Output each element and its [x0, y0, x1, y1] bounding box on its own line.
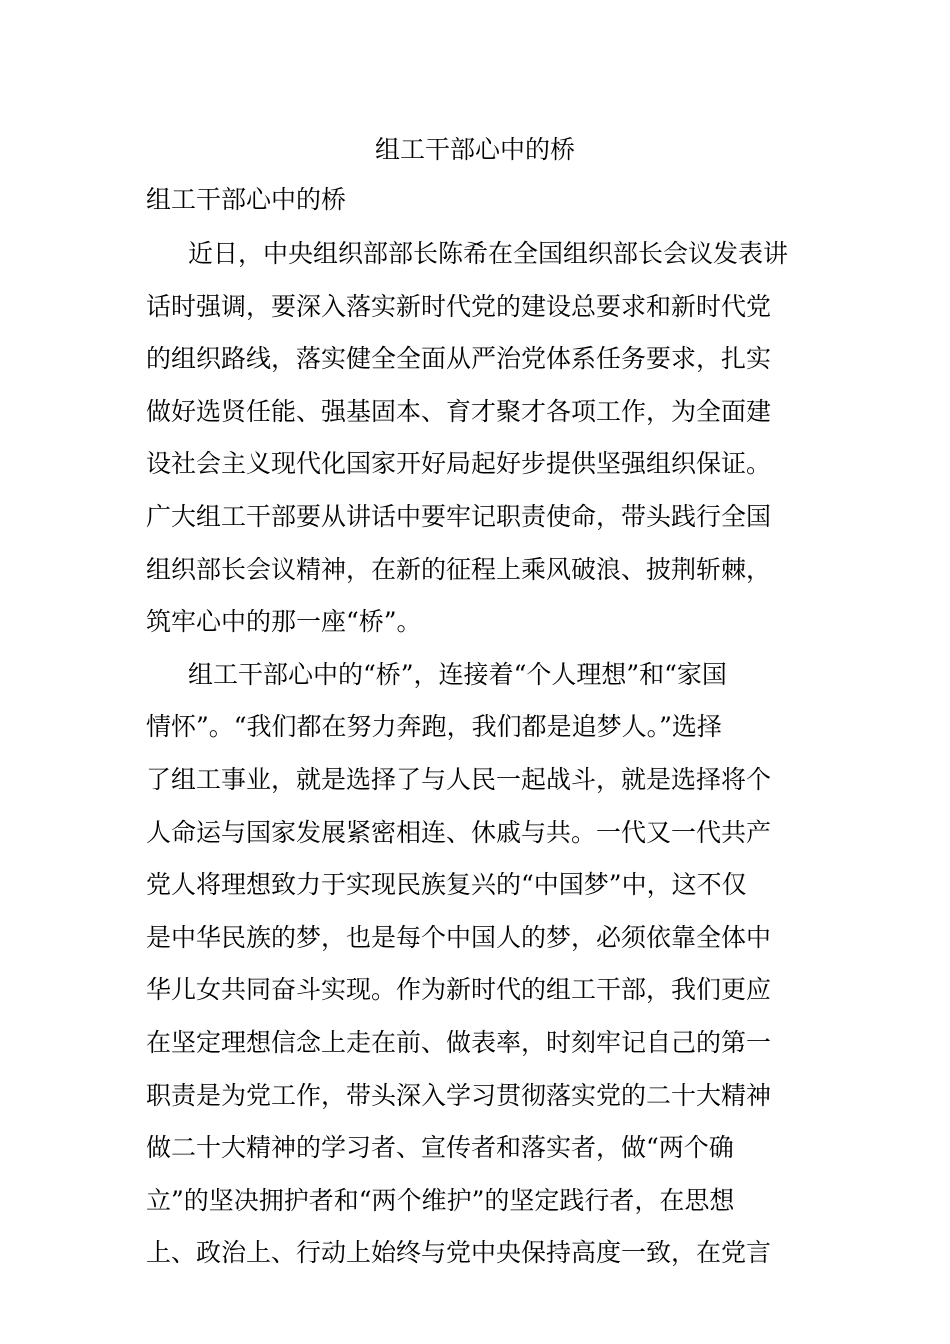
paragraph-2-line: 职责是为党工作，带头深入学习贯彻落实党的二十大精神	[146, 1080, 772, 1110]
paragraph-2-line: 立”的坚决拥护者和“两个维护”的坚定践行者，在思想	[146, 1185, 735, 1215]
paragraph-1-line: 组织部长会议精神，在新的征程上乘风破浪、披荆斩棘，	[146, 554, 772, 584]
document-body	[146, 228, 806, 1280]
paragraph-1-line: 做好选贤任能、强基固本、育才聚才各项工作，为全面建	[146, 396, 772, 426]
paragraph-2-line: 人命运与国家发展紧密相连、休戚与共。一代又一代共产	[146, 817, 772, 847]
paragraph-1-line: 广大组工干部要从讲话中要牢记职责使命，带头践行全国	[146, 501, 772, 531]
document-subtitle: 组工干部心中的桥	[146, 185, 347, 214]
paragraph-1-line: 设社会主义现代化国家开好局起好步提供坚强组织保证。	[146, 449, 772, 479]
paragraph-2-line: 是中华民族的梦，也是每个中国人的梦，必须依靠全体中	[146, 922, 772, 952]
paragraph-1-line: 近日，中央组织部部长陈希在全国组织部长会议发表讲	[188, 239, 789, 268]
paragraph-2-line: 了组工事业，就是选择了与人民一起战斗，就是选择将个	[146, 764, 772, 794]
paragraph-2-line: 情怀”。“我们都在努力奔跑，我们都是追梦人。”选择	[146, 712, 722, 742]
paragraph-1-line: 筑牢心中的那一座“桥”。	[146, 607, 422, 637]
paragraph-2-line: 组工干部心中的“桥”，连接着“个人理想”和“家国	[188, 659, 727, 689]
paragraph-2-line: 上、政治上、行动上始终与党中央保持高度一致，在党言	[146, 1238, 772, 1268]
paragraph-2-line: 党人将理想致力于实现民族复兴的“中国梦”中，这不仅	[146, 870, 747, 900]
paragraph-2-line: 在坚定理想信念上走在前、做表率，时刻牢记自己的第一	[146, 1027, 772, 1057]
paragraph-1-line: 的组织路线，落实健全全面从严治党体系任务要求，扎实	[146, 344, 772, 374]
paragraph-1-line: 话时强调，要深入落实新时代党的建设总要求和新时代党	[146, 291, 772, 321]
paragraph-2-line: 华儿女共同奋斗实现。作为新时代的组工干部，我们更应	[146, 975, 772, 1005]
paragraph-2-line: 做二十大精神的学习者、宣传者和落实者，做“两个确	[146, 1133, 734, 1163]
document-title: 组工干部心中的桥	[374, 135, 575, 164]
